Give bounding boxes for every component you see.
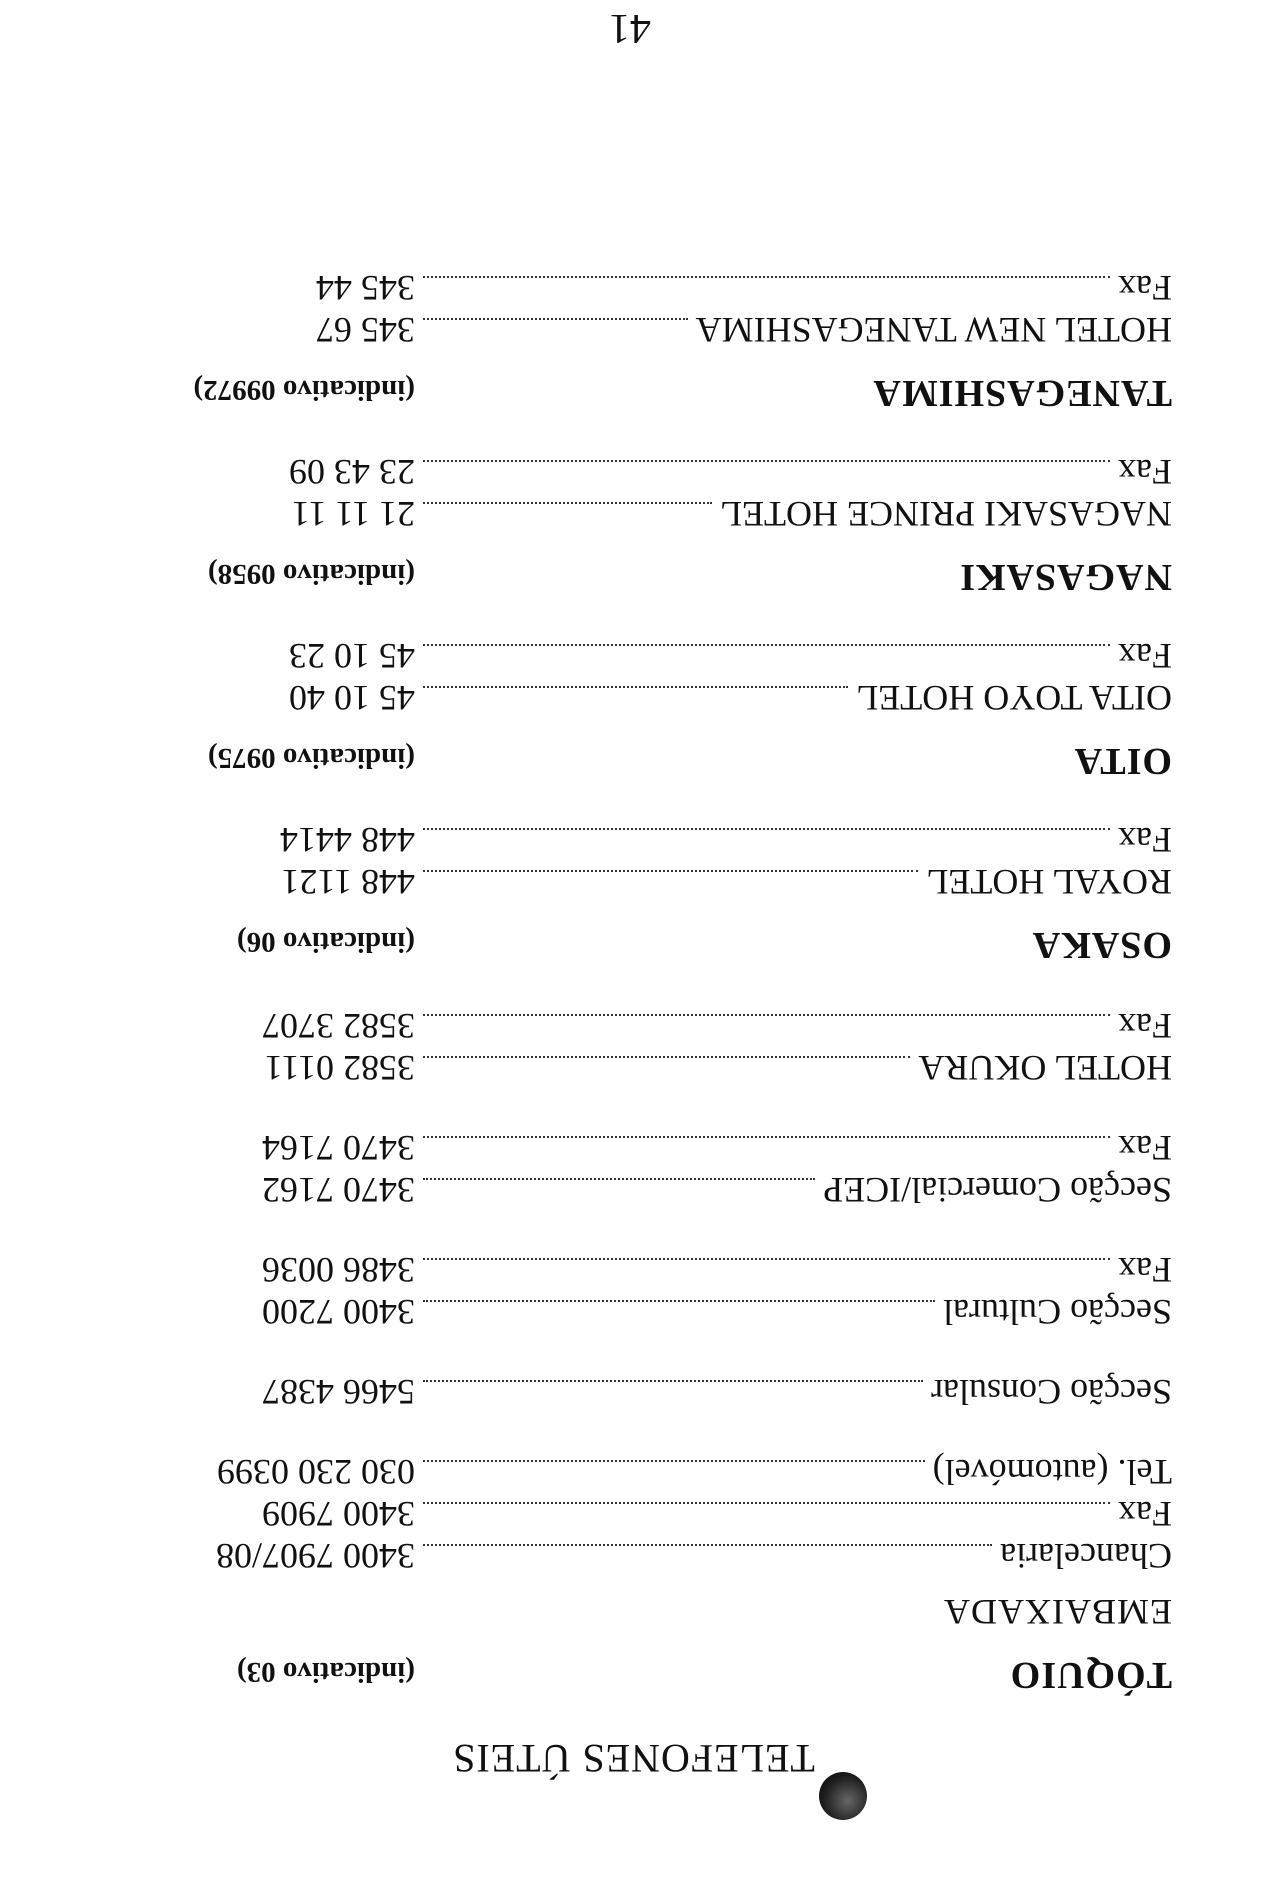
area-code: (indicativo 06) [236,926,415,958]
entry-label: Chancelaria [1000,1536,1172,1576]
city-header [115,739,1172,783]
dot-leader [423,644,1110,646]
phone-entry [115,1249,1172,1291]
phone-number: 030 230 0399 [217,1452,415,1492]
phone-entry [115,1291,1172,1333]
phone-number: 3400 7909 [262,1494,415,1534]
phone-entry [115,635,1172,677]
city-header [115,555,1172,599]
entry-group [115,1451,1172,1577]
dot-leader [423,1300,935,1302]
city-name: OITA [1073,740,1172,782]
entry-label: Fax [1118,1128,1172,1168]
phone-entry [115,861,1172,903]
entry-label: Fax [1118,1250,1172,1290]
city-block [115,819,1172,967]
phone-number: 345 67 [316,310,415,350]
entry-label: HOTEL NEW TANEGASHIMA [695,310,1172,350]
city-block [115,267,1172,415]
dot-leader [423,1544,992,1546]
entry-label: Fax [1118,636,1172,676]
page-content [115,231,1172,1782]
phone-number: 21 11 11 [291,494,415,534]
city-name: TÓQUIO [1009,1654,1172,1696]
area-code: (indicativo 09972) [193,374,415,406]
city-block [115,635,1172,783]
dot-leader [423,502,712,504]
phone-number: 3582 3707 [262,1006,415,1046]
page-title: TELEFONES ÚTEIS [452,1736,815,1781]
page-number: 41 [609,5,651,51]
dot-leader [423,1178,815,1180]
entry-label: HOTEL OKURA [918,1048,1172,1088]
dot-leader [423,1380,923,1382]
phone-entry [115,1047,1172,1089]
city-block [115,451,1172,599]
phone-entry [115,1451,1172,1493]
dot-leader [423,828,1110,830]
dot-leader [423,276,1110,278]
phone-entry [115,1127,1172,1169]
entry-group [115,1249,1172,1333]
entry-label: Tel. (automóvel) [932,1452,1172,1492]
area-code: (indicativo 0958) [207,558,415,590]
phone-number: 45 10 23 [289,636,415,676]
phone-number: 345 44 [316,268,415,308]
phone-number: 3400 7200 [262,1292,415,1332]
tokyo-entries [115,1005,1172,1577]
area-code: (indicativo 03) [236,1656,415,1688]
entry-label: Fax [1118,1494,1172,1534]
dot-leader [423,1136,1110,1138]
dot-leader [423,686,848,688]
entry-label: Secção Cultural [943,1292,1172,1332]
dot-leader [423,318,688,320]
phone-number: 3470 7162 [262,1170,415,1210]
phone-entry [115,309,1172,351]
city-list [115,267,1172,967]
dot-leader [423,1502,1110,1504]
entry-label: Fax [1118,452,1172,492]
dot-leader [423,460,1110,462]
entry-group [115,1005,1172,1089]
dot-leader [423,1014,1110,1016]
city-header [115,371,1172,415]
entry-label: Fax [1118,1006,1172,1046]
city-name: TANEGASHIMA [872,372,1172,414]
city-header-tokyo [115,1653,1172,1697]
phone-entry [115,1005,1172,1047]
phone-entry [115,493,1172,535]
phone-entry [115,677,1172,719]
phone-number: 3582 0111 [264,1048,415,1088]
entry-label: Fax [1118,820,1172,860]
phone-entry [115,1169,1172,1211]
phone-entry [115,267,1172,309]
phone-entry [115,1535,1172,1577]
phone-number: 3470 7164 [262,1128,415,1168]
entry-label: Secção Consular [931,1372,1172,1412]
phone-entry [115,1371,1172,1413]
city-header [115,923,1172,967]
entry-label: NAGASAKI PRINCE HOTEL [720,494,1172,534]
phone-number: 448 1121 [281,862,415,902]
entry-group [115,1127,1172,1211]
area-code: (indicativo 0975) [207,742,415,774]
phone-number: 5466 4387 [262,1372,415,1412]
entry-group [115,1371,1172,1413]
entry-label: Secção Comercial/ICEP [823,1170,1172,1210]
phone-number: 448 4414 [280,820,415,860]
entry-label: OITA TOYO HOTEL [856,678,1172,718]
dot-leader [423,870,918,872]
phone-entry [115,819,1172,861]
dot-leader [423,1056,910,1058]
phone-number: 23 43 09 [289,452,415,492]
entry-label: Fax [1118,268,1172,308]
phone-number: 3400 7907/08 [215,1536,415,1576]
city-name: NAGASAKI [959,556,1172,598]
phone-number: 3486 0036 [262,1250,415,1290]
phone-entry [115,1493,1172,1535]
embassy-heading: EMBAIXADA [943,1592,1172,1632]
phone-entry [115,451,1172,493]
entry-label: ROYAL HOTEL [926,862,1172,902]
dot-leader [423,1258,1110,1260]
dot-leader [423,1460,925,1462]
phone-number: 45 10 40 [289,678,415,718]
city-name: OSAKA [1031,924,1172,966]
